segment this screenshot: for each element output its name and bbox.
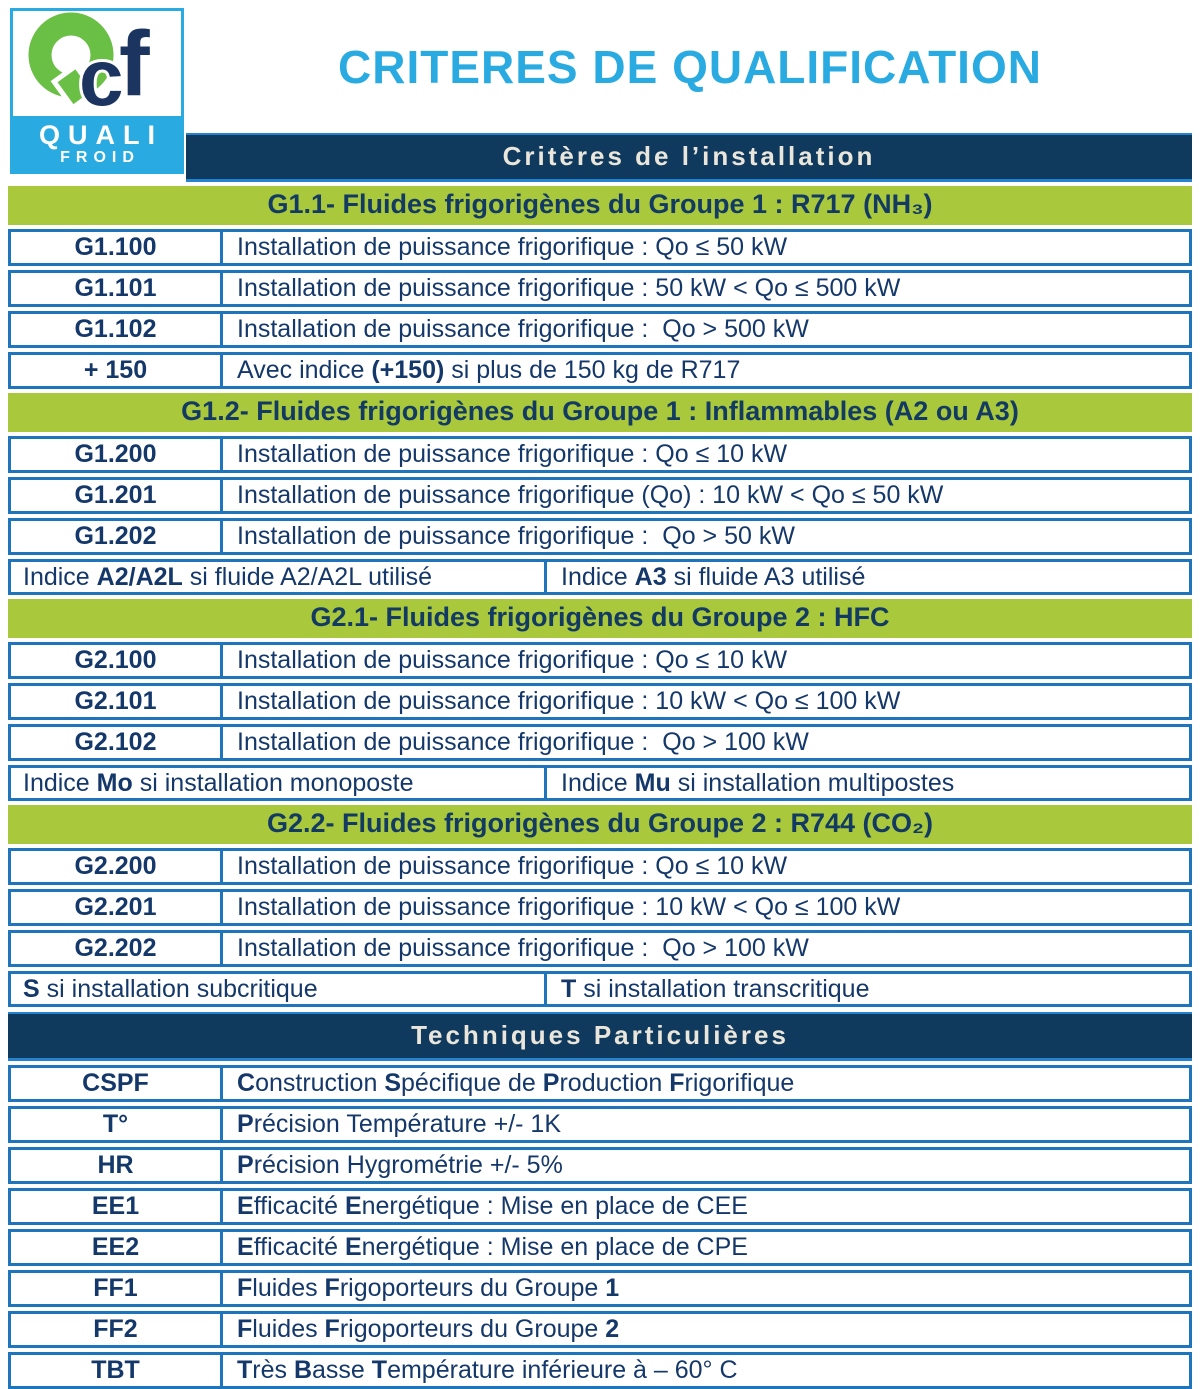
criteria-code: G2.202 xyxy=(11,933,223,964)
criteria-description: Avec indice (+150) si plus de 150 kg de R717 xyxy=(237,356,741,384)
indice-cell-mo: Indice Mo si installation monoposte xyxy=(11,768,547,798)
section-header-g2-2: G2.2- Fluides frigorigènes du Groupe 2 : R744 (CO₂) xyxy=(8,805,1192,844)
technique-description: F luides F rigoporteurs du Groupe 1 xyxy=(237,1274,620,1302)
criteria-description: Installation de puissance frigorifique : Qo ≤ 10 kW xyxy=(237,440,788,468)
criteria-row-g2-101 xyxy=(8,683,1192,720)
criteria-row-g2-102 xyxy=(8,724,1192,761)
criteria-row-g2-201 xyxy=(8,889,1192,926)
criteria-code: G1.201 xyxy=(11,480,223,511)
criteria-description: Installation de puissance frigorifique : Qo ≤ 10 kW xyxy=(237,646,788,674)
indice-cell-a3: Indice A3 si fluide A3 utilisé xyxy=(561,562,866,591)
techniques-section-bar: Techniques Particulières xyxy=(8,1012,1192,1061)
technique-code: HR xyxy=(11,1150,223,1181)
criteria-description: Installation de puissance frigorifique : Qo > 100 kW xyxy=(237,728,809,756)
criteria-code: G1.202 xyxy=(11,521,223,552)
criteria-code: G2.100 xyxy=(11,645,223,676)
technique-code: TBT xyxy=(11,1355,223,1386)
technique-code: EE2 xyxy=(11,1232,223,1263)
criteria-row-g1-100 xyxy=(8,229,1192,266)
technique-description: E fficacité E nergétique : Mise en place de CEE xyxy=(237,1192,748,1220)
technique-description: P récision Température +/- 1K xyxy=(237,1110,562,1138)
criteria-code: G2.102 xyxy=(11,727,223,758)
logo-wordmark-quali: QUALI xyxy=(39,120,163,150)
technique-code: FF2 xyxy=(11,1314,223,1345)
criteria-description: Installation de puissance frigorifique : Qo ≤ 50 kW xyxy=(237,233,788,261)
technique-description: T rès B asse T empérature inférieure à – 60° C xyxy=(237,1356,738,1384)
criteria-description: Installation de puissance frigorifique : 50 kW < Qo ≤ 500 kW xyxy=(237,274,901,302)
technique-row-ee2 xyxy=(8,1229,1192,1266)
indice-cell-mu: Indice Mu si installation multipostes xyxy=(561,768,955,797)
criteria-row-g1-202 xyxy=(8,518,1192,555)
criteria-row-g1-201 xyxy=(8,477,1192,514)
criteria-description: Installation de puissance frigorifique : 10 kW < Qo ≤ 100 kW xyxy=(237,893,901,921)
technique-row-ff2 xyxy=(8,1311,1192,1348)
criteria-description: Installation de puissance frigorifique : Qo > 100 kW xyxy=(237,934,809,962)
criteria-description: Installation de puissance frigorifique : Qo ≤ 10 kW xyxy=(237,852,788,880)
criteria-row-g2-200 xyxy=(8,848,1192,885)
section-header-g2-1: G2.1- Fluides frigorigènes du Groupe 2 : HFC xyxy=(8,599,1192,638)
indice-row-s-t xyxy=(8,971,1192,1007)
logo-letter-c: c xyxy=(79,33,124,113)
logo-mark xyxy=(10,8,184,116)
criteria-description: Installation de puissance frigorifique : Qo > 500 kW xyxy=(237,315,809,343)
technique-description: E fficacité E nergétique : Mise en place de CPE xyxy=(237,1233,748,1261)
indice-row-a2-a3 xyxy=(8,559,1192,595)
technique-code: FF1 xyxy=(11,1273,223,1304)
technique-description: C onstruction S pécifique de P roduction F rigorifique xyxy=(237,1069,795,1097)
criteria-description: Installation de puissance frigorifique (Qo) : 10 kW < Qo ≤ 50 kW xyxy=(237,481,944,509)
technique-row-hr xyxy=(8,1147,1192,1184)
criteria-row-g2-202 xyxy=(8,930,1192,967)
section-header-g1-1: G1.1- Fluides frigorigènes du Groupe 1 : R717 (NH₃) xyxy=(8,186,1192,225)
technique-row-ee1 xyxy=(8,1188,1192,1225)
criteria-code: G1.200 xyxy=(11,439,223,470)
criteria-code: G1.100 xyxy=(11,232,223,263)
indice-cell-a2: Indice A2/A2L si fluide A2/A2L utilisé xyxy=(11,562,547,592)
criteria-row-g1-101 xyxy=(8,270,1192,307)
logo-letter-f: f xyxy=(119,13,150,113)
technique-code: T° xyxy=(11,1109,223,1140)
qcf-logo-icon xyxy=(13,11,181,113)
installation-section-bar: Critères de l’installation xyxy=(186,133,1192,182)
criteria-description: Installation de puissance frigorifique : Qo > 50 kW xyxy=(237,522,795,550)
technique-code: CSPF xyxy=(11,1068,223,1099)
criteria-code: G1.102 xyxy=(11,314,223,345)
logo-wordmark xyxy=(10,116,184,174)
criteria-description: Installation de puissance frigorifique : 10 kW < Qo ≤ 100 kW xyxy=(237,687,901,715)
logo-wordmark-froid: FROID xyxy=(60,149,140,167)
technique-row-cspf xyxy=(8,1065,1192,1102)
technique-row-temperature xyxy=(8,1106,1192,1143)
criteria-code: G2.201 xyxy=(11,892,223,923)
technique-description: F luides F rigoporteurs du Groupe 2 xyxy=(237,1315,620,1343)
page-title: CRITERES DE QUALIFICATION xyxy=(338,41,1042,93)
indice-row-mo-mu xyxy=(8,765,1192,801)
criteria-code: + 150 xyxy=(11,355,223,386)
criteria-row-plus-150 xyxy=(8,352,1192,389)
technique-code: EE1 xyxy=(11,1191,223,1222)
technique-description: P récision Hygrométrie +/- 5% xyxy=(237,1151,563,1179)
qualifroid-logo xyxy=(10,8,184,174)
indice-cell-t: T si installation transcritique xyxy=(561,974,870,1003)
technique-row-ff1 xyxy=(8,1270,1192,1307)
criteria-row-g1-200 xyxy=(8,436,1192,473)
criteria-code: G2.200 xyxy=(11,851,223,882)
section-header-g1-2: G1.2- Fluides frigorigènes du Groupe 1 : Inflammables (A2 ou A3) xyxy=(8,393,1192,432)
criteria-row-g2-100 xyxy=(8,642,1192,679)
criteria-code: G1.101 xyxy=(11,273,223,304)
technique-row-tbt xyxy=(8,1352,1192,1389)
criteria-row-g1-102 xyxy=(8,311,1192,348)
criteria-code: G2.101 xyxy=(11,686,223,717)
indice-cell-s: S si installation subcritique xyxy=(11,974,547,1004)
